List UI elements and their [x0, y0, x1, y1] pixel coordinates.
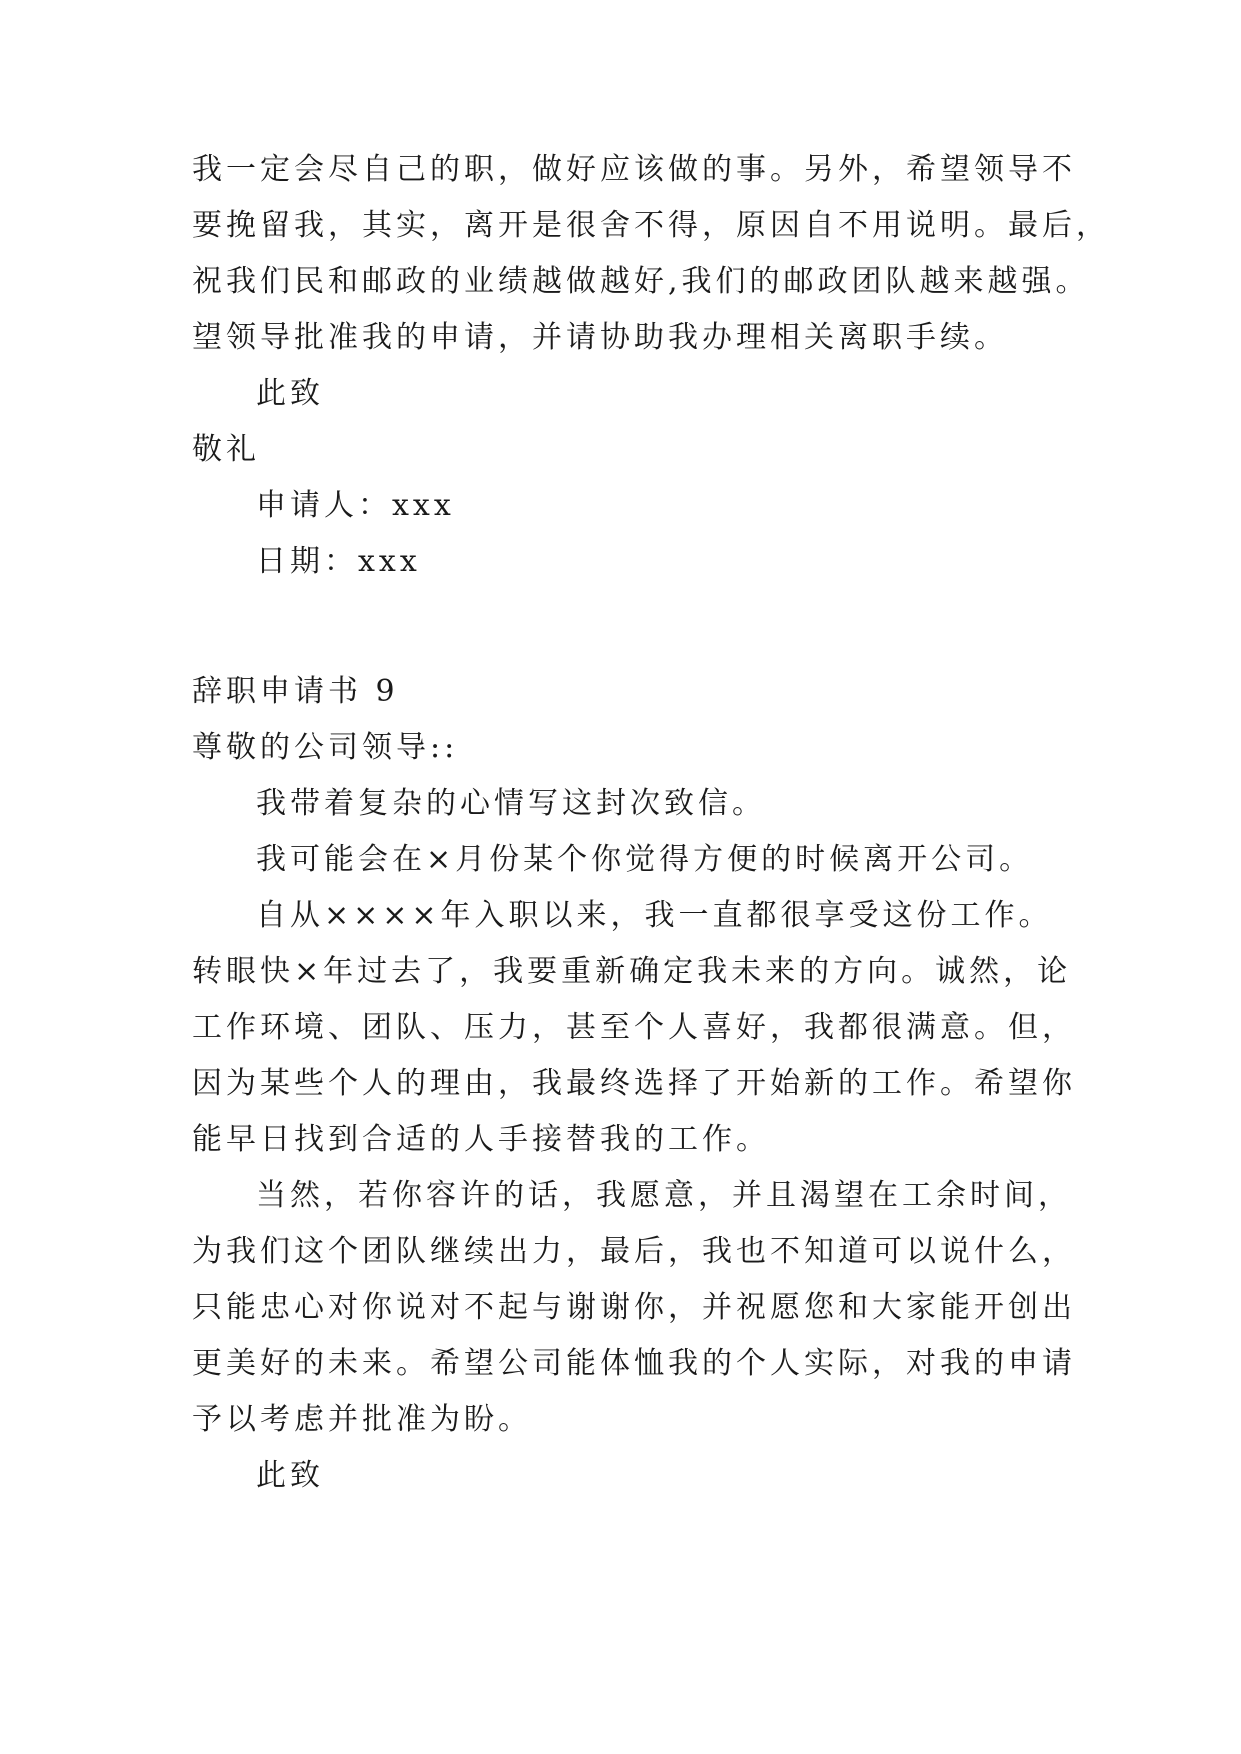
paragraph-line: 我带着复杂的心情写这封次致信。	[256, 786, 766, 821]
letter-greeting: 尊敬的公司领导::	[192, 730, 459, 765]
paragraph-line: 只能忠心对你说对不起与谢谢你，并祝愿您和大家能开创出	[192, 1290, 1076, 1325]
body-line: 我一定会尽自己的职，做好应该做的事。另外，希望领导不	[192, 152, 1076, 187]
paragraph-line: 当然，若你容许的话，我愿意，并且渴望在工余时间，	[256, 1178, 1072, 1213]
applicant-line: 申请人：xxx	[256, 488, 455, 523]
body-line: 要挽留我，其实，离开是很舍不得，原因自不用说明。最后，	[192, 208, 1110, 243]
paragraph-line: 我可能会在×月份某个你觉得方便的时候离开公司。	[256, 842, 1034, 877]
paragraph-line: 因为某些个人的理由，我最终选择了开始新的工作。希望你	[192, 1066, 1076, 1101]
paragraph-line: 能早日找到合适的人手接替我的工作。	[192, 1122, 770, 1157]
closing-text: 此致	[256, 376, 324, 411]
date-line: 日期：xxx	[256, 544, 421, 579]
paragraph-line: 予以考虑并批准为盼。	[192, 1402, 532, 1437]
letter-title: 辞职申请书 9	[192, 674, 399, 709]
paragraph-line: 转眼快×年过去了，我要重新确定我未来的方向。诚然，论	[192, 954, 1072, 989]
paragraph-line: 工作环境、团队、压力，甚至个人喜好，我都很满意。但，	[192, 1010, 1076, 1045]
body-line: 祝我们民和邮政的业绩越做越好,我们的邮政团队越来越强。	[192, 264, 1090, 299]
paragraph-line: 更美好的未来。希望公司能体恤我的个人实际，对我的申请	[192, 1346, 1076, 1381]
salute-text: 敬礼	[192, 432, 260, 467]
body-line: 望领导批准我的申请，并请协助我办理相关离职手续。	[192, 320, 1008, 355]
closing-text: 此致	[256, 1458, 324, 1493]
paragraph-line: 自从××××年入职以来，我一直都很享受这份工作。	[256, 898, 1053, 933]
paragraph-line: 为我们这个团队继续出力，最后，我也不知道可以说什么，	[192, 1234, 1076, 1269]
